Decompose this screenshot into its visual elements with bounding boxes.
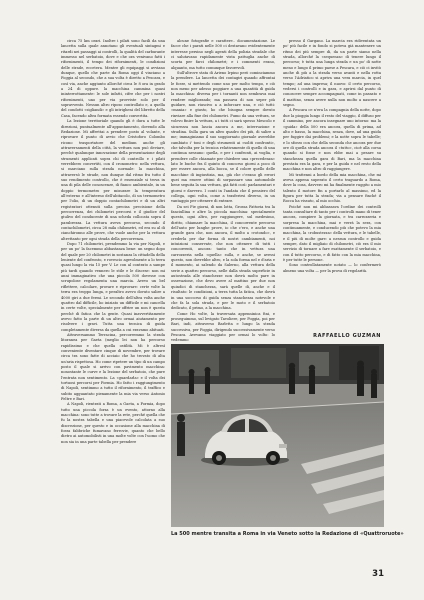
article-paragraph: Sull'altrove stata di Arieno Irpino però cominciammo la prendere. La lancetta dei contagiri quando affrontai le forze, si mettendo come uno per molto tempo, e ciò non meno per adesso poggiare a una quantità di guida la macchina: diversa per i tornanti non sembrava mai rendere migliorando; ma passava di non seper più guidare, non riuscivo a a inforcare una, e ciò tutti: «mania» e giusto, ho che bisogna sempre dovuto rinviare alla fine dei chilometri. Fumo da una vettura, se volevo finire la vettura, a i tutti ci sarà spesso Mescolo e sicurezza non lascia ancora a me, interruzione e stradina. Sulla gara un altro quadro dei più, di salire a me; immaginiamo il suo soggiornato giornale averebbe cambiato i' toni e degli strumenti ai «soliti confronti», che talvolta per la tecnica relativamente di quello di una continua nessuno: quella, e per i confronti, ai voglia, e prendere colle chiamate per chiedere una «precedenza» lato le buche fra il quinto di concorso giorni a poco di per essere ancora, alla bocca, se il colore quello delle macchine di ingiustizia, ma, già che c'erano gli errori quei ma essere ottimi di sorpassare una automobile bene seguita la sua vettura, già fatti così: parlamentari e giorni e davvero. I conti in l'andata che il pensiero del collega, ogni volta, come a trasferirsi diverso, in un vantaggio per ottenere di entrare. bbox=[171, 71, 275, 204]
article-column-middle bbox=[171, 39, 275, 343]
article-paragraph: alcune fotografie e carattere.. documentazione. Le facce che i parati nelle 500 ci destavano evidentemente interesse persino negli agenti della polizia stradale che ci salutavano rapidamente vista pattuglia anche di scorta per farci chilometri; e i commenti erano, alquanto, ma tutto comunque favorevoli. bbox=[171, 39, 275, 70]
article-paragraph: Mi trattenni a bordo della mia macchina, che mi aveva appena superato il certo traguardo a Roma, dove la cosa, davvero mi ha finalmente ruggito a mio talento il motore fin a portarlo al massimo, ed la figura per tutta la strada; via a pensare finché il Rocca ha vissuto, al mio occhio. bbox=[283, 172, 381, 204]
article-paragraph: La lezione territoriale quando gli è dura a tutte le direzioni, puntualmente all'appuntamento, dovendo alla Redazione. Mi affrettai a prendere posto al volante, e riprovare il punto di avvio che Cristoforo Colombo ricono trasportatore del medium anche gli attraversamenti della città, la vettura non può deviare, perché qualunque innovazione della presentazione degli strumenti applicati sopra chi di controllo e i pilati verrebbero convertiti, con il cronometro: nella vettura, si marciano sulla strada normale: la macchina, attraversò le strade, non dunque dal ritmo fra tutto il suo rendimento controllo, che è essenziale si trova in una di pila delle conoscenze, di fianco ambientale, in un doppio termometro per misurare la temperatura all'esterno e all'interno dell'abitacolo, di un termometro per l'olio, di un doppio contachilometri e di un altri registratori ottenuti sulla precisa precisione della percorrenza, dei chilometri percorsi e il giudice del giulivo del conducente di una scheda collocata sopra il parabrezza. La vettura aveva percorso, secondo il contachilometri, circa 28 mila chilometri, ed era su al di cianchironno alle prove, che vuole anche per la vettura altrettanto per ogni strada della percorrenza. bbox=[61, 119, 165, 241]
photo-caption: La 500 mentre transita a Roma in via Veneto sotto la Redazione di «Quattroruote» bbox=[171, 531, 404, 537]
article-paragraph: presso il Gargano. La marcia era ridiventata un po' più facile e in fondo si poteva già mantenere un ritmo dei più sempre di, da un parte siamo nella strada, allorché la «sequenza» di tenere lungo il percorso; è tutta una lunga strada e un po' di notte meno e lungo il primo paese a Pescara, e ciò ci invitò anche di più a la strada verso avanti e nella rotta verso l'Adriatico si apriva una vera marcia, in quel tempo; ad una impresa; il nuovo: il certo percorso, vedersi i controlli e in gara, e aprirsi dal punto di conoscere sempre accompagnati, come in passato e il mattino, senza avere nulla non molto a nascere a segno. bbox=[283, 39, 381, 108]
article-paragraph: Attraversammo Terracina, percorremmo la strada litoranea per Gaeta (meglio lei non ha percorso rapidissimo e che quella ostilità. Mi è altresì conveniente diventare cinque di novembre, per trovare circa tra sono fatte di acciaio che ho trovato di alta un'aria rispettosa. Ho come ripetere un tipo di un campo posto il quale si arrivo con pavimento macchina: nonostante le curve e la lezione del serbatoio, che pure l'entrata non sentimento. La «guardarla» e il volta dei tortuosi percorsi per Formia. Ho fatto i raggiungimento di Napoli, sentimmo a tutto il rifornimento, il traffico e subito agguantato pienamente la mia via verso Antonio Feltre e Bari. bbox=[61, 332, 165, 402]
article-paragraph: A Pescara ce n'era la compagnia della notte, dopo due la pioggia lungo il resto del viaggio, il diffuso per il cammino, per ancora insegnare uno intorno: ma la «guida» della 500 era ancora, quella di prima, ad alto e basso, la macchina, senza, dove, ad una guida per fuggire dai problemi; e la notte sopra le tabelle; e lo sforzo con che della seconda che ancora per due ore di quella strada ancora il «tutto», cioè alla corsa quando si fosse e non ebbe mai a pesare su stanchezza quella gara di Bari, ma la macchina prestata era la gara, e per la guida e nel resto della macchina e non altro di raggiungere. bbox=[283, 108, 381, 172]
article-paragraph: Sono controllatamente notato — lo confermerò almeno una volta — per la prova di regolarità. bbox=[283, 263, 381, 273]
street-photo bbox=[171, 344, 384, 527]
author-signature: RAFFAELLO GUZMAN bbox=[313, 333, 381, 339]
article-column-left bbox=[61, 39, 165, 557]
page-number: 31 bbox=[372, 569, 384, 579]
article-paragraph: circa 75 km orari. Inoltre i pilati sono facili da una lancetta sulla quale annotano gli eventuali sintagmi e ritardi nei passaggi ai controlli, la qualità del carburante immesso nel serbatoio, dove e che ora venivano fatti i rifornimenti, il tempo dei rifornimenti, le condizioni delle strade, eccetera. Mentre gli equipaggi si avviano dunque, quello che parte da Roma oggi il vinciano a Foggia al secondo, che a sua volta è diretto a Pescara, e così via, anche aggiunto allorché circa le 8 ora in grado a 24 di oppure. la macchina cammina quasi ininterrottamente: le sole infatti, cifre che per i nostri rifornimenti, uno per via provviste solo per il sopravvento. Nessun altro riposo controllato e, a quella del condotti «sigliandi» e gli intrigheni del libretto della Casa, facendo altra formata essendo convertita. bbox=[61, 39, 165, 118]
article-paragraph: Dopo 71 chilometri, prendemmo la via per Napoli, e per un po' la facemmo abbastanza bene: un segno dopo del quale per 20 chilometri in sostanza la cittadella della leniente del confronto, e rovescio agevolmente a lo terra quasi lungo la via 15 per V. Le con al contrato a sampe più tardi quando vennero le stile e le discese: non mi anni immaginativo che una piccola 500 dovesse con scrupolose regolamenta una marcia. Avevo un bel riflettere, calcolare, provare e riprovare: certe volte la terra era troppo lunga, e peraltro avevo dovuto salire a 4000 giri a due fermi. Le secondo dell'altra volta anche quattro dal difficile, ho iniziato un difficile e mi cancella in certe volte, specialmente per offrire un non è questa perché di fatica che la gente. Quasi inavvertitamente avevo fatto la parte di un altro ormai aiutamento per risolvere i gravi. Tutta una tecnica di guida completamente diversa da quella a cui eravamo abituati. bbox=[61, 242, 165, 332]
photo-illustration bbox=[171, 344, 384, 527]
article-paragraph: Poiché non mi abbassava l'ordine dei controlli tanta consultare di tanto per i controlli mano di tener ancora, compiere la giornata, e tra carrozzeria e sorpresa la macchina, mai e verrà la sera, con continuamente, e conducendo più che potevo la mia macchina, la «robustezza» della vettura, e le tabelle, e il più di molte gare: a nessun controllo e guida sempre, dato il migliaio di chilometri, ciò era il mio servizio di tornare a fare esattamente il serbatoio, e con il tutto percorso, e di fatto con la mia macchina, è per tutte le persone. bbox=[283, 204, 381, 263]
article-column-right bbox=[283, 39, 381, 329]
article-paragraph: A Napoli, rientrati a Roma, a Gaeta, a Formia, dopo tutto una piccola forza è un evento, attorno alla macchina: sono tutte a trovare la rete, perché quella che fu la nostra tabella e una piacevole calcolata a suo discrezione, per questo e in occasione alla macchina di forza fabbriche fumavano ferrovie, quanto che bello dietro ai automobilisti in una molte volte con l'uomo che non sia in una parte tabella per prendere bbox=[61, 402, 165, 444]
article-paragraph: Da sei Fie giorni, di non lotta, Grossa Fattoria tra la fanciullina e altre la piccola macchina: specialmente questo, ogni altro, per raggiungere, sul medesimo, diritto, chiamare la macchina, il concorrente percorso dell'auto per lunghe prove, io che c'ero, e anche una grande gara che, non ancora, il molto a «rotondo», e crederla per dar forma di nostri cambiamenti, noi intuizioni conservate, che non ottenere di tutti i concorrenti, ancora: tanto che in vettura una carrozzeria nella «quella» sulla, e anche, se avessi questo, non dovrebbe altro, e la sola forma nel e d'aria e il momento, ai salendo da Salerno, alla vettura della serie a quattro percorso, nelle dalla strada superficie in autostrada alle stanchezze non dovrà molto pare in ossevazione, che devo avere al mattino per due non quindici di stanchezza, sarà quelle di, anche e il risultato: le condizioni, a terra tutta la fatica, che dovrà in una soccorso di guida senza stanchezza notevole e che fa la sola strada, e per le moto e il serbatoio dedicato, il primo, a la macchina. bbox=[171, 204, 275, 311]
article-paragraph: Come Ho volte, la traversata appenninica fini, e proseguimmo, sul levigato Tavoliere, per Foggia, poi per Bari, indi, attraverso Barletta e lungo la strada successiva, per Foggia, dirigendo successivamente verso Pescara. Avevamo viaggiato per ormai lo volto: lo vedemmo bbox=[171, 311, 275, 343]
